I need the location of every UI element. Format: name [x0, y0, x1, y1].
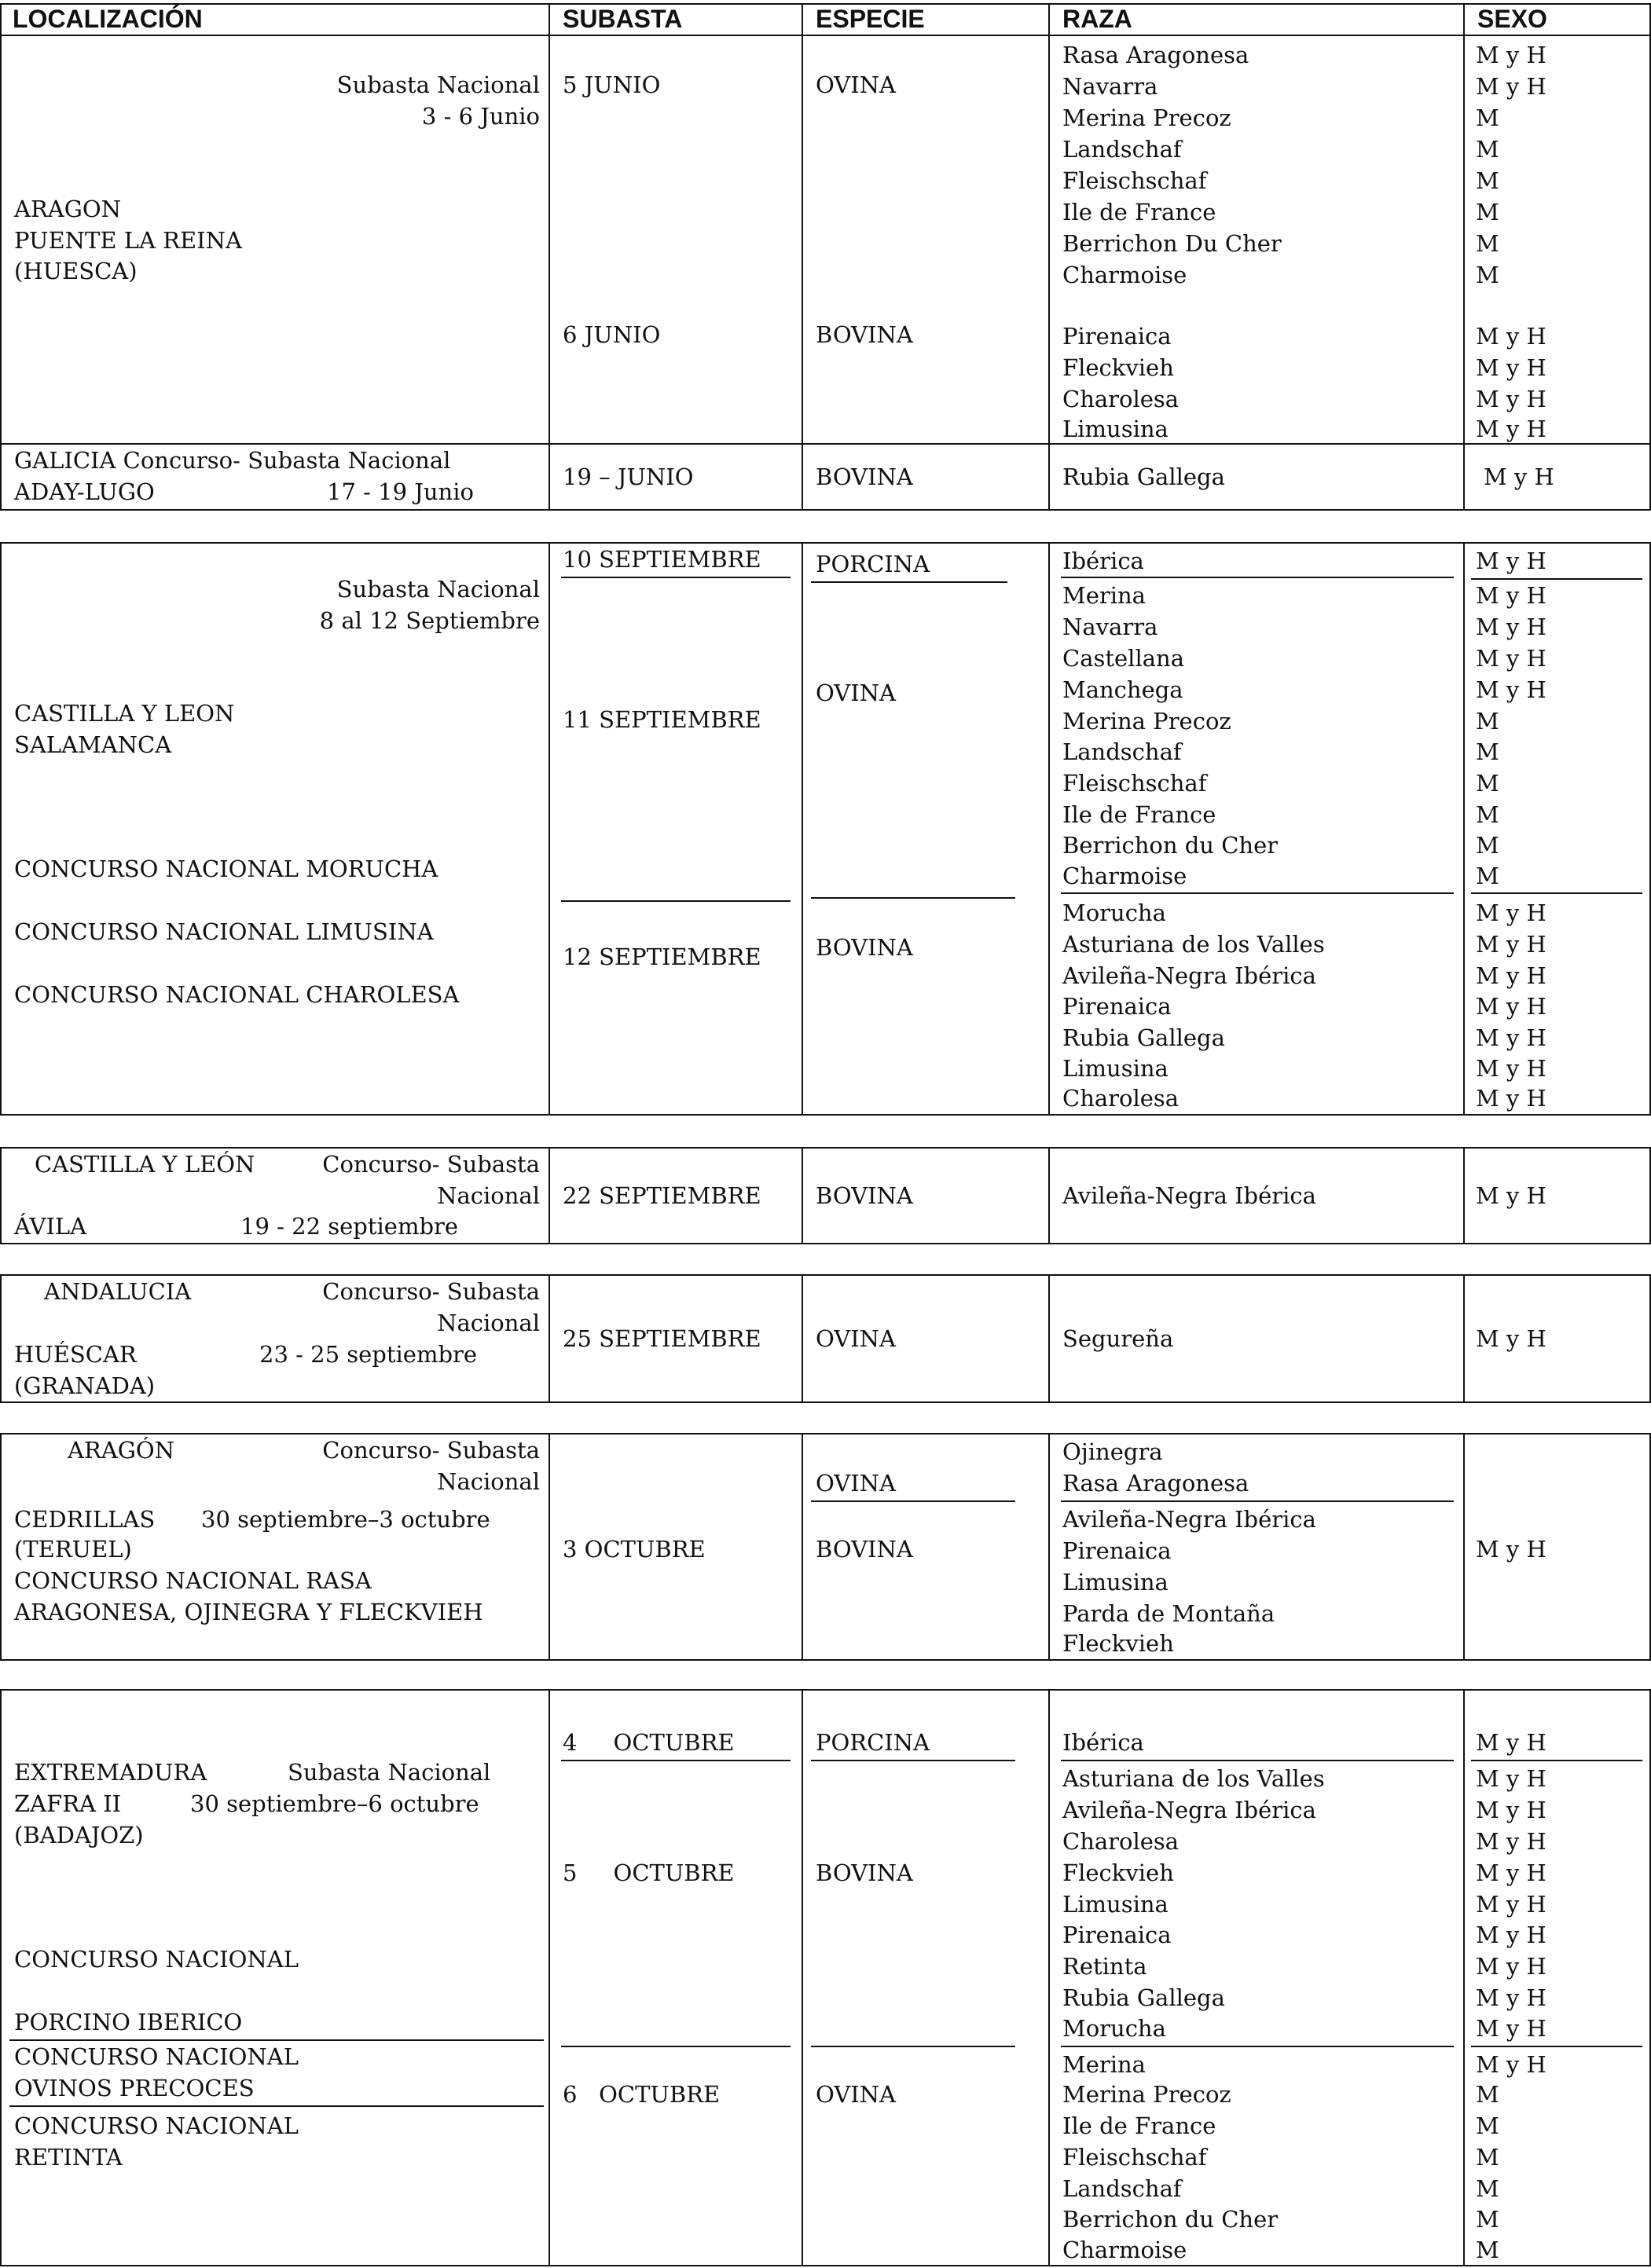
especie: PORCINA [816, 551, 930, 577]
loc-region: ANDALUCIA [44, 1278, 192, 1305]
concurso-label: CONCURSO NACIONAL MORUCHA [14, 856, 438, 882]
subasta-date: 5 JUNIO [563, 71, 661, 98]
loc-concurso: Nacional [437, 1468, 540, 1495]
raza-item: Asturiana de los Valles [1062, 1765, 1325, 1792]
sexo-item: M y H [1476, 416, 1546, 442]
sexo-item: M y H [1476, 1024, 1546, 1051]
subasta-date: 5 OCTUBRE [563, 1859, 735, 1886]
raza-item: Pirenaica [1062, 993, 1172, 1020]
concurso-label: RETINTA [14, 2144, 123, 2171]
raza-item: Pirenaica [1062, 1537, 1172, 1564]
especie: PORCINA [816, 1729, 930, 1756]
subasta-date: 19 – JUNIO [563, 463, 694, 490]
raza-item: Merina [1062, 582, 1146, 609]
loc-concurso: Concurso- Subasta [322, 1278, 540, 1305]
loc-province: (GRANADA) [14, 1372, 156, 1399]
sexo-item: M y H [1476, 931, 1546, 958]
header-especie: ESPECIE [816, 5, 925, 33]
sexo-item: M y H [1476, 2015, 1546, 2042]
especie: OVINA [816, 71, 896, 98]
sexo-item: M [1476, 2175, 1499, 2202]
raza-item: Avileña-Negra Ibérica [1062, 1506, 1316, 1533]
sexo-item: M [1476, 2237, 1499, 2263]
raza-item: Segureña [1062, 1325, 1174, 1352]
sexo-item: M y H [1476, 1922, 1546, 1948]
especie: BOVINA [816, 1182, 913, 1209]
raza-item: Fleckvieh [1062, 354, 1174, 381]
raza-item: Ile de France [1062, 801, 1216, 828]
raza-item: Ile de France [1062, 2112, 1216, 2139]
loc-town: HUÉSCAR [14, 1341, 137, 1368]
raza-item: Charmoise [1062, 2237, 1187, 2263]
sexo-item: M y H [1476, 1859, 1546, 1886]
loc-dates: 23 - 25 septiembre [259, 1341, 478, 1368]
sexo-item: M y H [1476, 645, 1546, 672]
sexo-item: M [1476, 2206, 1499, 2233]
especie: BOVINA [816, 463, 913, 490]
sexo-item: M y H [1476, 323, 1546, 350]
concurso-label: CONCURSO NACIONAL [14, 2112, 299, 2139]
loc-town: CEDRILLAS [14, 1506, 156, 1533]
sexo-item: M [1476, 199, 1499, 225]
raza-item: Limusina [1062, 1891, 1169, 1918]
subasta-date: 6 JUNIO [563, 321, 661, 348]
loc-town: ÁVILA [14, 1213, 87, 1240]
raza-item: Pirenaica [1062, 1922, 1172, 1948]
sexo-item: M y H [1484, 463, 1554, 490]
sexo-item: M y H [1476, 900, 1546, 926]
loc-region: CASTILLA Y LEON [14, 700, 235, 727]
sexo-item: M [1476, 2081, 1499, 2108]
raza-item: Asturiana de los Valles [1062, 931, 1325, 958]
raza-item: Landschaf [1062, 136, 1182, 163]
subasta-date: 3 OCTUBRE [563, 1536, 706, 1563]
loc-concurso: Concurso- Subasta [322, 1437, 540, 1464]
raza-item: Rubia Gallega [1062, 463, 1225, 490]
especie: BOVINA [816, 1859, 913, 1886]
subasta-date: 4 OCTUBRE [563, 1729, 735, 1756]
loc-town: SALAMANCA [14, 731, 172, 758]
loc-concurso: Nacional [437, 1182, 540, 1209]
sexo-item: M [1476, 167, 1499, 194]
raza-item: Charmoise [1062, 262, 1187, 288]
sexo-item: M y H [1476, 1325, 1546, 1352]
sexo-item: M y H [1476, 42, 1546, 68]
loc-town: PUENTE LA REINA [14, 227, 242, 254]
raza-item: Berrichon du Cher [1062, 2206, 1279, 2233]
sexo-item: M [1476, 230, 1499, 257]
sexo-item: M y H [1476, 1797, 1546, 1823]
sexo-item: M y H [1476, 1085, 1546, 1112]
raza-item: Landschaf [1062, 2175, 1182, 2202]
raza-item: Berrichon Du Cher [1062, 230, 1282, 257]
sexo-item: M [1476, 262, 1499, 288]
concurso-label: PORCINO IBERICO [14, 2009, 243, 2035]
raza-item: Navarra [1062, 614, 1158, 640]
subasta-date: 12 SEPTIEMBRE [563, 943, 761, 970]
especie: OVINA [816, 2081, 896, 2108]
loc-dates: 30 septiembre–6 octubre [190, 1790, 479, 1817]
raza-item: Parda de Montaña [1062, 1600, 1275, 1627]
subasta-date: 11 SEPTIEMBRE [563, 706, 761, 733]
sexo-item: M [1476, 708, 1499, 735]
raza-item: Merina Precoz [1062, 708, 1231, 735]
raza-item: Fleischschaf [1062, 167, 1207, 194]
subasta-date: 10 SEPTIEMBRE [563, 546, 761, 573]
raza-item: Avileña-Negra Ibérica [1062, 962, 1316, 989]
raza-item: Charmoise [1062, 863, 1187, 889]
especie: OVINA [816, 680, 896, 706]
raza-item: Fleischschaf [1062, 2144, 1207, 2171]
raza-item: Charolesa [1062, 1828, 1180, 1855]
sexo-item: M y H [1476, 386, 1546, 412]
header-subasta: SUBASTA [563, 5, 683, 33]
concurso-label: CONCURSO NACIONAL [14, 1946, 299, 1973]
loc-province: (HUESCA) [14, 258, 138, 284]
sexo-item: M [1476, 832, 1499, 859]
raza-item: Rasa Aragonesa [1062, 42, 1249, 68]
sexo-item: M y H [1476, 1182, 1546, 1209]
loc-town: ZAFRA II [14, 1790, 122, 1817]
concurso-label: CONCURSO NACIONAL [14, 2043, 299, 2070]
loc-province: (TERUEL) [14, 1536, 132, 1563]
sexo-item: M y H [1476, 354, 1546, 381]
raza-item: Fleckvieh [1062, 1859, 1174, 1886]
raza-item: Morucha [1062, 900, 1166, 926]
loc-dates: 17 - 19 Junio [327, 478, 474, 505]
raza-item: Avileña-Negra Ibérica [1062, 1182, 1316, 1209]
raza-item: Castellana [1062, 645, 1184, 672]
raza-item: Berrichon du Cher [1062, 832, 1279, 859]
raza-item: Limusina [1062, 1569, 1169, 1596]
raza-item: Charolesa [1062, 1085, 1180, 1112]
sexo-item: M [1476, 2144, 1499, 2171]
loc-subasta-nacional: Subasta Nacional [336, 71, 540, 98]
concurso-label: CONCURSO NACIONAL CHAROLESA [14, 981, 460, 1008]
raza-item: Manchega [1062, 676, 1183, 703]
loc-province: (BADAJOZ) [14, 1822, 144, 1848]
raza-item: Ojinegra [1062, 1438, 1163, 1465]
sexo-item: M y H [1476, 1536, 1546, 1563]
raza-item: Merina Precoz [1062, 2081, 1231, 2108]
loc-subasta-nacional: Subasta Nacional [336, 576, 540, 603]
concurso-label: CONCURSO NACIONAL LIMUSINA [14, 918, 434, 945]
especie: BOVINA [816, 321, 913, 348]
concurso-label: OVINOS PRECOCES [14, 2075, 255, 2101]
sexo-item: M y H [1476, 1055, 1546, 1082]
especie: BOVINA [816, 934, 913, 961]
loc-region: ARAGÓN [68, 1437, 175, 1464]
sexo-item: M y H [1476, 962, 1546, 989]
sexo-item: M [1476, 863, 1499, 889]
sexo-item: M y H [1476, 582, 1546, 609]
raza-item: Rasa Aragonesa [1062, 1470, 1249, 1497]
sexo-item: M [1476, 104, 1499, 131]
sexo-item: M [1476, 136, 1499, 163]
loc-region: GALICIA Concurso- Subasta Nacional [14, 447, 451, 474]
sexo-item: M y H [1476, 1765, 1546, 1792]
sexo-item: M y H [1476, 1891, 1546, 1918]
loc-region: EXTREMADURA [14, 1759, 207, 1786]
raza-item: Ibérica [1062, 548, 1144, 574]
raza-item: Landschaf [1062, 738, 1182, 765]
sexo-item: M y H [1476, 676, 1546, 703]
sexo-item: M y H [1476, 1828, 1546, 1855]
raza-item: Pirenaica [1062, 323, 1172, 350]
loc-concurso: Nacional [437, 1310, 540, 1336]
loc-dates: 30 septiembre–3 octubre [201, 1506, 490, 1533]
sexo-item: M y H [1476, 1984, 1546, 2011]
sexo-item: M [1476, 738, 1499, 765]
raza-item: Rubia Gallega [1062, 1024, 1225, 1051]
concurso-label: CONCURSO NACIONAL RASA [14, 1567, 372, 1594]
loc-region: ARAGON [14, 196, 122, 222]
sexo-item: M y H [1476, 1953, 1546, 1980]
raza-item: Retinta [1062, 1953, 1147, 1980]
sexo-item: M y H [1476, 73, 1546, 100]
raza-item: Morucha [1062, 2015, 1166, 2042]
sexo-item: M y H [1476, 993, 1546, 1020]
loc-dates: 8 al 12 Septiembre [319, 607, 540, 634]
raza-item: Limusina [1062, 1055, 1169, 1082]
subasta-date: 25 SEPTIEMBRE [563, 1325, 761, 1352]
raza-item: Merina Precoz [1062, 104, 1231, 131]
especie: OVINA [816, 1470, 896, 1497]
loc-town: ADAY-LUGO [14, 478, 155, 505]
sexo-item: M [1476, 770, 1499, 797]
raza-item: Ibérica [1062, 1729, 1144, 1756]
raza-item: Merina [1062, 2051, 1146, 2078]
concurso-label: ARAGONESA, OJINEGRA Y FLECKVIEH [14, 1599, 483, 1625]
sexo-item: M [1476, 801, 1499, 828]
raza-item: Limusina [1062, 416, 1169, 442]
raza-item: Ile de France [1062, 199, 1216, 225]
raza-item: Charolesa [1062, 386, 1180, 412]
header-localizacion: LOCALIZACIÓN [13, 5, 203, 33]
sexo-item: M y H [1476, 1729, 1546, 1756]
loc-dates: 19 - 22 septiembre [240, 1213, 459, 1240]
raza-item: Navarra [1062, 73, 1158, 100]
section-extremadura-zafra [0, 1689, 1651, 2266]
header-sexo: SEXO [1477, 5, 1547, 33]
subasta-date: 22 SEPTIEMBRE [563, 1182, 761, 1209]
loc-dates: 3 - 6 Junio [421, 103, 540, 130]
subasta-date: 6 OCTUBRE [563, 2081, 721, 2108]
loc-subasta-nacional: Subasta Nacional [288, 1759, 491, 1786]
loc-concurso: Concurso- Subasta [322, 1151, 540, 1178]
especie: BOVINA [816, 1536, 913, 1563]
especie: OVINA [816, 1325, 896, 1352]
loc-region: CASTILLA Y LEÓN [35, 1151, 255, 1178]
raza-item: Fleckvieh [1062, 1630, 1174, 1657]
section-castilla-salamanca [0, 542, 1651, 1116]
header-raza: RAZA [1062, 5, 1132, 33]
sexo-item: M y H [1476, 2051, 1546, 2078]
sexo-item: M y H [1476, 548, 1546, 574]
raza-item: Fleischschaf [1062, 770, 1207, 797]
raza-item: Rubia Gallega [1062, 1984, 1225, 2011]
raza-item: Avileña-Negra Ibérica [1062, 1797, 1316, 1823]
sexo-item: M [1476, 2112, 1499, 2139]
sexo-item: M y H [1476, 614, 1546, 640]
